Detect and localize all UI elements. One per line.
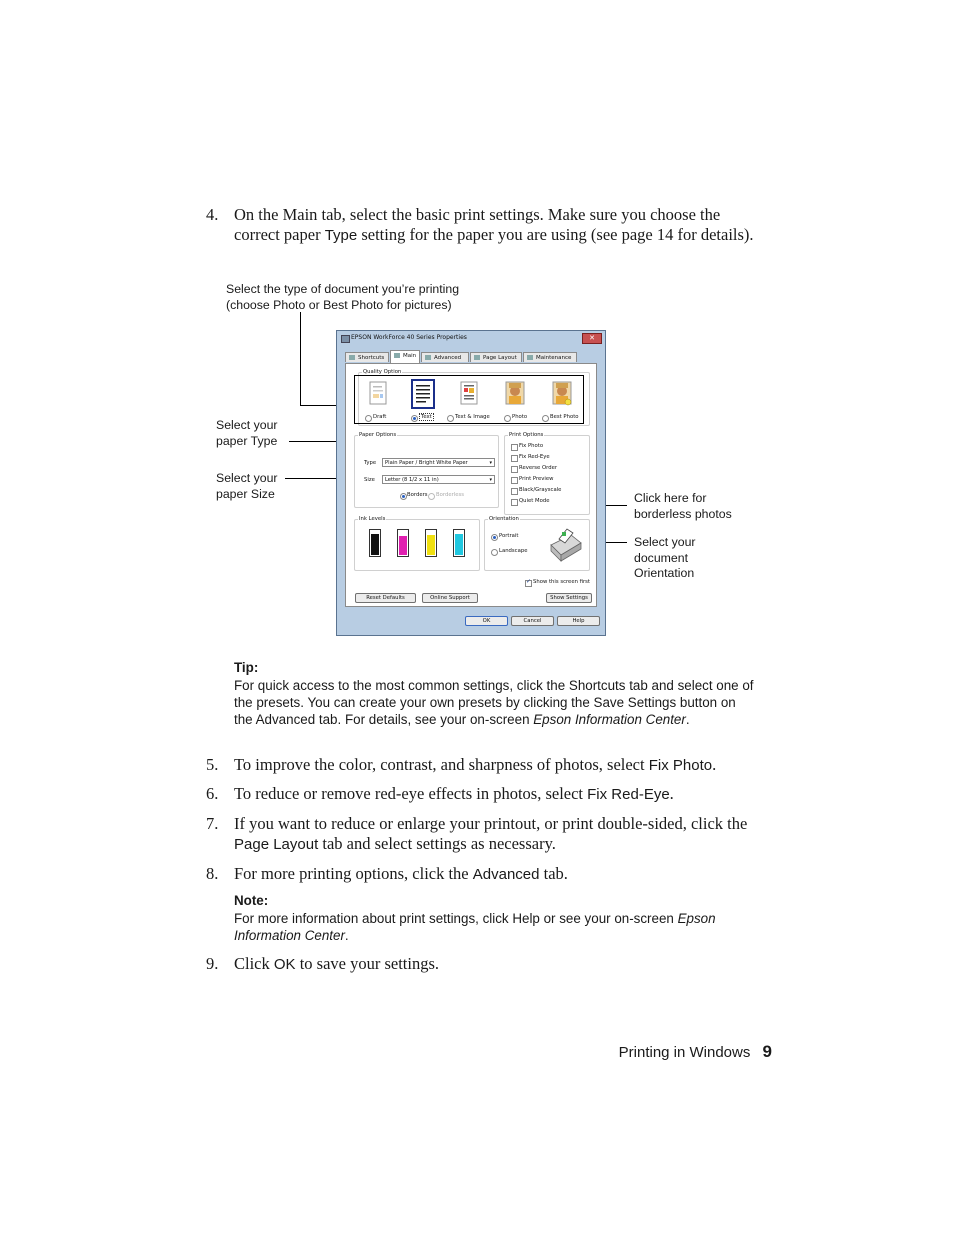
page-footer xyxy=(560,1042,772,1062)
close-button[interactable]: ✕ xyxy=(582,333,602,344)
quality-callout-box xyxy=(354,375,584,424)
print-preview-checkbox[interactable] xyxy=(511,477,518,484)
reverse-order-label: Reverse Order xyxy=(519,465,558,471)
step-text: To improve the color, contrast, and sharpness of photos, select Fix Photo. xyxy=(234,755,717,774)
fix-red-eye-label: Fix Red-Eye xyxy=(519,454,550,460)
quality-option-group: Quality Option Draft Text Text & Image Photo Best Photo xyxy=(358,372,590,426)
tip-box: Tip: For quick access to the most common settings, click the Shortcuts tab and select one of the presets. You can create your own presets by clicking the Save Settings button on the Advanced tab. For details, see your on-screen Epson Information Center. xyxy=(234,660,754,727)
help-button[interactable]: Help xyxy=(557,616,600,626)
shortcuts-icon xyxy=(349,355,355,360)
step-text: If you want to reduce or enlarge your printout, or print double-sided, click the Page Layout tab and select settings as necessary. xyxy=(234,814,748,853)
print-options-group: Print Options Fix Photo Fix Red-Eye Reverse Order Print Preview Black/Grayscale Quiet Mode xyxy=(504,435,590,515)
option-best-photo-label: Best Photo xyxy=(550,414,579,420)
borderless-label: Borderless xyxy=(436,492,465,498)
tab-shortcuts[interactable]: Shortcuts xyxy=(345,352,389,362)
fix-photo-label: Fix Photo xyxy=(519,443,544,449)
radio-borderless[interactable] xyxy=(428,493,435,500)
step-number: 9. xyxy=(206,954,219,973)
step-number: 5. xyxy=(206,755,219,774)
tip-heading: Tip: xyxy=(234,660,259,675)
page-layout-icon xyxy=(474,355,480,360)
black-grayscale-checkbox[interactable] xyxy=(511,488,518,495)
advanced-icon xyxy=(425,355,431,360)
tab-advanced[interactable]: Advanced xyxy=(421,352,469,362)
ink-magenta-level xyxy=(397,529,409,557)
online-support-button[interactable]: Online Support xyxy=(422,593,478,603)
option-text-label: Text xyxy=(421,414,432,420)
radio-landscape[interactable] xyxy=(491,549,498,556)
fix-photo-checkbox[interactable] xyxy=(511,444,518,451)
reverse-order-checkbox[interactable] xyxy=(511,466,518,473)
ok-button[interactable]: OK xyxy=(465,616,508,626)
radio-portrait[interactable] xyxy=(491,534,498,541)
printer-icon xyxy=(341,335,350,343)
borders-label: Borders xyxy=(407,492,428,498)
black-grayscale-label: Black/Grayscale xyxy=(519,487,562,493)
step-text: For more printing options, click the Advanced tab. xyxy=(234,864,568,883)
printer-orientation-icon xyxy=(545,525,585,565)
option-draft-label: Draft xyxy=(373,414,387,420)
orientation-group: Orientation Portrait Landscape xyxy=(484,519,590,571)
step-text: On the Main tab, select the basic print settings. Make sure you choose the correct paper Type setting for the paper you are using (see page 14 for details). xyxy=(234,205,754,244)
paper-type-select[interactable]: Plain Paper / Bright White Paper ▾ xyxy=(382,458,495,467)
callout-paper-size: Select your paper Size xyxy=(216,471,278,501)
paper-options-group: Paper Options Type Plain Paper / Bright White Paper ▾ Size Letter (8 1/2 x 11 in) ▾ Borders Borderless xyxy=(354,435,499,508)
step-number: 8. xyxy=(206,864,219,883)
fix-red-eye-checkbox[interactable] xyxy=(511,455,518,462)
leader-line xyxy=(300,312,301,406)
dialog-title: EPSON WorkForce 40 Series Properties xyxy=(351,334,467,341)
option-photo-label: Photo xyxy=(512,414,528,420)
chevron-down-icon: ▾ xyxy=(489,477,492,483)
ink-yellow-level xyxy=(425,529,437,557)
step-text: Click OK to save your settings. xyxy=(234,954,440,973)
show-screen-first-checkbox[interactable] xyxy=(525,580,532,587)
type-label: Type xyxy=(364,460,377,466)
step-number: 6. xyxy=(206,784,219,803)
ink-black-level xyxy=(369,529,381,557)
note-box: Note: For more information about print settings, click Help or see your on-screen Epson Information Center. xyxy=(234,892,754,944)
page-number: 9 xyxy=(762,1042,772,1061)
callout-orientation: Select your document Orientation xyxy=(634,535,696,580)
footer-section: Printing in Windows xyxy=(618,1044,751,1061)
maintenance-icon xyxy=(527,355,533,360)
cancel-button[interactable]: Cancel xyxy=(511,616,554,626)
tab-main[interactable]: Main xyxy=(390,350,420,363)
callout-borderless: Click here for borderless photos xyxy=(634,491,732,521)
print-preview-label: Print Preview xyxy=(519,476,554,482)
option-text-image-label: Text & Image xyxy=(455,414,490,420)
note-heading: Note: xyxy=(234,893,269,908)
ink-levels-group: Ink Levels xyxy=(354,519,480,571)
show-settings-button[interactable]: Show Settings xyxy=(546,593,592,603)
callout-document-type: Select the type of document you’re printing (choose Photo or Best Photo for pictures) xyxy=(226,282,460,312)
ink-cyan-level xyxy=(453,529,465,557)
quiet-mode-label: Quiet Mode xyxy=(519,498,550,504)
step-text: To reduce or remove red-eye effects in photos, select Fix Red-Eye. xyxy=(234,784,674,803)
reset-defaults-button[interactable]: Reset Defaults xyxy=(355,593,416,603)
quiet-mode-checkbox[interactable] xyxy=(511,499,518,506)
paper-size-select[interactable]: Letter (8 1/2 x 11 in) ▾ xyxy=(382,475,495,484)
radio-borders[interactable] xyxy=(400,493,407,500)
tab-bar xyxy=(345,351,597,363)
chevron-down-icon: ▾ xyxy=(489,460,492,466)
show-screen-first-label: Show this screen first xyxy=(533,579,590,585)
size-label: Size xyxy=(364,477,375,483)
tab-maintenance[interactable]: Maintenance xyxy=(523,352,577,362)
step-number: 7. xyxy=(206,814,219,833)
portrait-label: Portrait xyxy=(499,533,519,539)
tab-page-layout[interactable]: Page Layout xyxy=(470,352,522,362)
step-number: 4. xyxy=(206,205,219,224)
main-icon xyxy=(394,353,400,358)
landscape-label: Landscape xyxy=(499,548,528,554)
callout-paper-type: Select your paper Type xyxy=(216,418,278,448)
